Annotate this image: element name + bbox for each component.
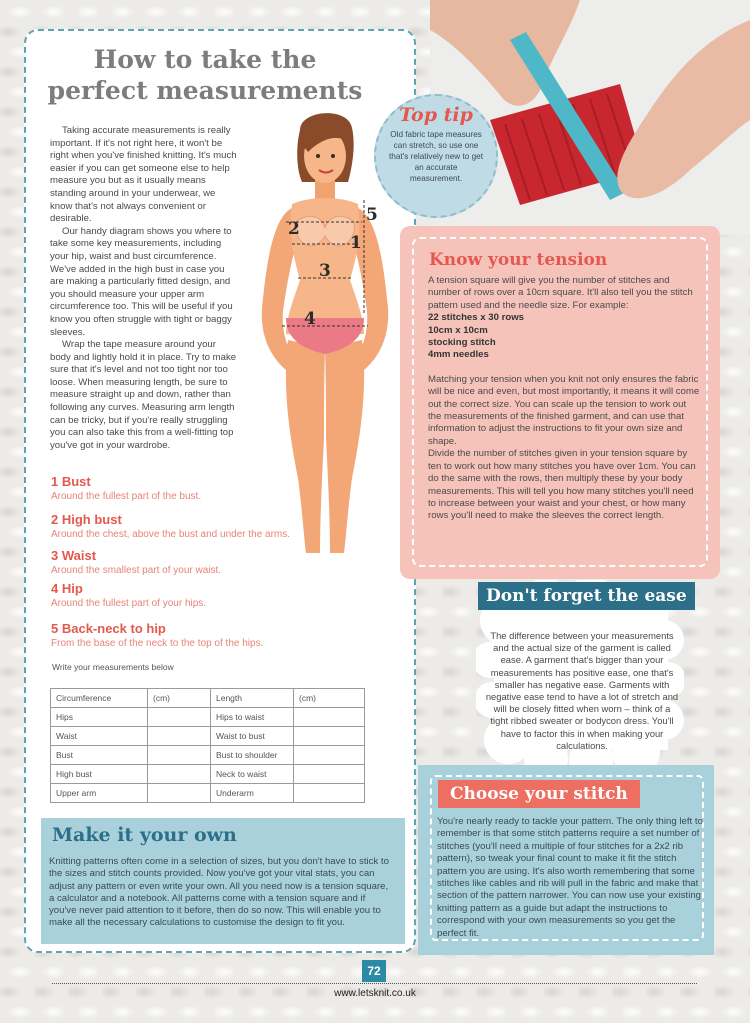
measurement-item [51, 581, 351, 610]
measurement-item [51, 548, 351, 577]
table-input-cell[interactable] [148, 784, 211, 803]
top-tip-badge [374, 94, 498, 218]
table-cell: Bust to shoulder [211, 746, 294, 765]
table-row [51, 727, 365, 746]
table-input-cell[interactable] [294, 746, 365, 765]
measurement-desc: Around the chest, above the bust and under the arms. [51, 529, 291, 540]
tension-paragraph: Matching your tension when you knit not only ensures the fabric will be nice and even, but most importantly, it means it will come out the correct size. You can scale up the tension to work out the measurements of the finished garment, and can use that information to adjust the instructions to fit your own size and shape. [428, 373, 700, 447]
table-row [51, 765, 365, 784]
table-header: Length [211, 689, 294, 708]
table-input-cell[interactable] [148, 765, 211, 784]
table-cell: Hips to waist [211, 708, 294, 727]
measurement-desc: From the base of the neck to the top of the hips. [51, 638, 264, 649]
table-row [51, 708, 365, 727]
measurement-title: 4 Hip [51, 581, 83, 596]
intro-paragraph: Our handy diagram shows you where to take some key measurements, including your hip, waist and bust circumference. We've added in the high bust in case you are making a particularly fitted design, and you should measure your upper arm circumference too. This will be useful if you know you often struggle with tight or baggy sleeves. [50, 225, 233, 338]
measurement-desc: Around the fullest part of your hips. [51, 598, 207, 609]
stitch-text: You're nearly ready to tackle your pattern. The only thing left to remember is that some stitch patterns require a set number of stitches (you'll need a multiple of four stitches for a 2x2 rib pattern), so tweak your final count to make it fit the stitch pattern you are using. It's also worth remembering that some stitches like cables and rib will pull in the fabric and make that section of the pattern narrower. You can now use your existing knitting pattern as a guide but adapt the instructions to correspond with your own measurements so you get the perfect fit. [437, 816, 703, 939]
tension-example: 4mm needles [428, 349, 489, 361]
table-header: (cm) [148, 689, 211, 708]
table-row [51, 746, 365, 765]
table-header: (cm) [294, 689, 365, 708]
tension-example: 10cm x 10cm [428, 324, 488, 336]
measurement-item [51, 512, 351, 541]
ease-heading: Don't forget the ease [478, 582, 695, 610]
table-cell: Waist [51, 727, 148, 746]
table-input-cell[interactable] [294, 727, 365, 746]
measurements-table [50, 688, 365, 803]
measurement-item [51, 621, 351, 650]
intro-paragraph: Wrap the tape measure around your body and lightly hold it in place. Try to make sure that it's level and not too tight nor too loose. When measuring length, be sure to measure straight up and down, rather than following any curves. Measuring arm length can be tricky, but if you're really struggling you can also take this from a well-fitting top you've got in your wardrobe. [50, 339, 237, 451]
table-cell: Hips [51, 708, 148, 727]
table-input-cell[interactable] [294, 784, 365, 803]
table-cell: High bust [51, 765, 148, 784]
measurement-desc: Around the fullest part of the bust. [51, 491, 202, 502]
table-header-row [51, 689, 365, 708]
table-header: Circumference [51, 689, 148, 708]
page-number: 72 [362, 960, 386, 982]
table-cell: Bust [51, 746, 148, 765]
tension-paragraph: Divide the number of stitches given in your tension square by ten to work out how many stitches you have over 1cm. You can do the same with the rows, then multiply these by your body measurements. This will tell you how many stitches you'll need to increase between your waist and your chest, or how many rows you'll need to make the sleeves the correct length. [428, 448, 696, 522]
label-1: 1 [350, 233, 362, 253]
measurement-title: 2 High bust [51, 512, 122, 527]
tension-paragraph: A tension square will give you the number of stitches and number of rows over a 10cm square. It'll also tell you the stitch pattern used and the needle size. For example: [428, 275, 693, 311]
tension-example: stocking stitch [428, 337, 496, 349]
ease-text: The difference between your measurements and the actual size of the garment is called ease. A garment that's bigger than your measurements has positive ease, one that's smaller has negative ease. Garments with negative ease tend to have a lot of stretch and will be closely fitted when worn – think of a tight ribbed sweater or bodycon dress. You'll have to factor this in when making your calculations. [485, 630, 679, 751]
measurement-item [51, 474, 351, 503]
own-text: Knitting patterns often come in a selection of sizes, but you don't have to stick to the sizes and stitch counts provided. Now you've got your vital stats, you can adjust any pattern or even write your own. All you need now is a tension square, a calculator and a notebook. All patterns come with a tension square and if you've never paid attention to it before, then do so now. This will enable you to make all the necessary calculations to customise the design to fit you. [49, 856, 389, 929]
intro-paragraph: Taking accurate measurements is really important. If it's not right here, it won't be right when you've finished knitting. It's much easier if you can get someone else to help measure you but as it usually means standing around in your underwear, we know that's not always convenient or desirable. [50, 125, 237, 225]
label-3: 3 [319, 261, 331, 281]
table-input-cell[interactable] [148, 708, 211, 727]
table-input-cell[interactable] [294, 708, 365, 727]
top-tip-heading: Top tip [399, 104, 473, 126]
tension-heading: Know your tension [429, 250, 608, 270]
table-input-cell[interactable] [148, 746, 211, 765]
table-cell: Waist to bust [211, 727, 294, 746]
label-4: 4 [304, 309, 316, 329]
measurement-title: 3 Waist [51, 548, 97, 563]
footer-divider [52, 983, 697, 984]
write-note: Write your measurements below [52, 662, 174, 672]
label-5: 5 [366, 205, 378, 225]
stitch-heading: Choose your stitch [438, 780, 640, 808]
measurement-desc: Around the smallest part of your waist. [51, 565, 222, 576]
table-cell: Underarm [211, 784, 294, 803]
website-link[interactable]: www.letsknit.co.uk [334, 988, 416, 999]
tension-body [428, 275, 702, 523]
title-line-2: perfect measurements [47, 76, 363, 105]
label-2: 2 [288, 219, 300, 239]
own-heading: Make it your own [52, 824, 237, 846]
page-title [40, 44, 370, 106]
top-tip-text: Old fabric tape measures can stretch, so use one that's relatively new to get an accurate measurement. [389, 130, 483, 183]
measurement-title: 5 Back-neck to hip [51, 621, 166, 636]
title-line-1: How to take the [93, 45, 317, 74]
table-input-cell[interactable] [294, 765, 365, 784]
intro-text [50, 125, 238, 452]
table-cell: Neck to waist [211, 765, 294, 784]
tension-example: 22 stitches x 30 rows [428, 312, 524, 324]
table-cell: Upper arm [51, 784, 148, 803]
table-input-cell[interactable] [148, 727, 211, 746]
table-row [51, 784, 365, 803]
measurement-title: 1 Bust [51, 474, 91, 489]
